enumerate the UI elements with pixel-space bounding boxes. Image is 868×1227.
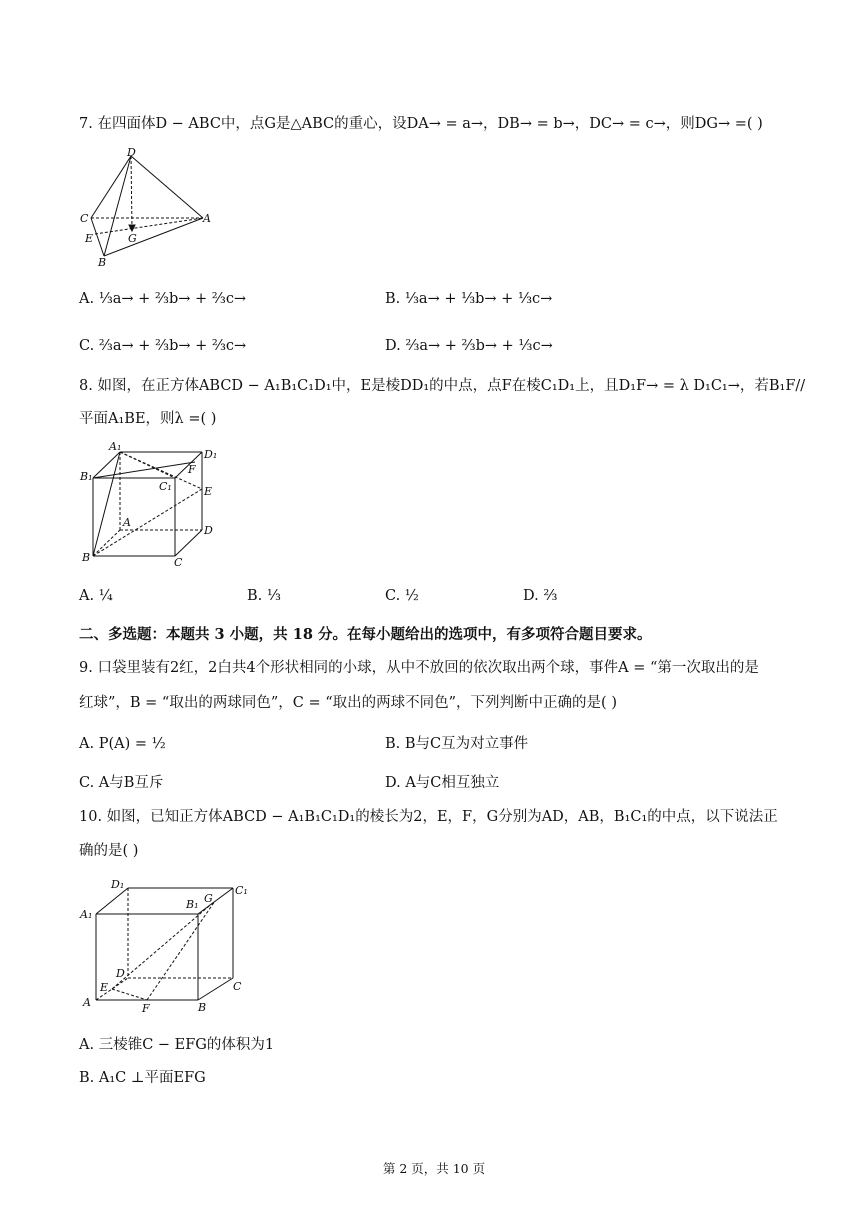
q7-option-d: D. ⅔a→ + ⅔b→ + ⅓c→ (385, 338, 553, 354)
q10-label-E: E (100, 981, 109, 994)
q10-label-B: B (198, 1001, 207, 1014)
section2-heading: 二、多选题：本题共 3 小题，共 18 分。在每小题给出的选项中，有多项符合题目要求。 (79, 626, 652, 643)
q10-stem-line2: 确的是( ) (79, 843, 139, 859)
q9-stem-line2: 红球”，B = “取出的两球同色”，C = “取出的两球不同色”，下列判断中正确的是( ) (79, 695, 617, 711)
q8-label-D: D (204, 524, 213, 537)
q10-cube-figure (78, 874, 258, 1018)
q8-label-C1: C₁ (159, 480, 172, 493)
q10-label-D1: D₁ (111, 878, 125, 891)
q9-option-a: A. P(A) = ½ (79, 736, 166, 752)
q8-label-D1: D₁ (204, 448, 218, 461)
q8-option-b: B. ⅓ (247, 588, 281, 604)
q10-label-C: C (233, 980, 242, 993)
q10-label-A: A (83, 996, 91, 1009)
q8-cube-figure (78, 440, 223, 574)
q8-label-F: F (188, 463, 196, 476)
q7-label-A: A (203, 212, 211, 225)
q9-option-c: C. A与B互斥 (79, 775, 164, 791)
q8-option-c: C. ½ (385, 588, 419, 604)
q9-option-d: D. A与C相互独立 (385, 775, 500, 791)
q8-label-A1: A₁ (109, 440, 122, 453)
q7-option-c: C. ⅔a→ + ⅔b→ + ⅔c→ (79, 338, 247, 354)
q7-label-D: D (127, 146, 136, 159)
q10-stem-line1: 10. 如图，已知正方体ABCD − A₁B₁C₁D₁的棱长为2，E，F，G分别为AD，AB，B₁C₁的中点，以下说法正 (79, 809, 778, 825)
q8-label-C: C (174, 556, 183, 569)
q7-option-b: B. ⅓a→ + ⅓b→ + ⅓c→ (385, 291, 553, 307)
q8-option-a: A. ¼ (79, 588, 113, 604)
q8-option-d: D. ⅔ (523, 588, 558, 604)
q10-option-a: A. 三棱锥C − EFG的体积为1 (79, 1037, 275, 1053)
q8-stem-line1: 8. 如图，在正方体ABCD − A₁B₁C₁D₁中，E是棱DD₁的中点，点F在棱C₁D₁上，且D₁F→ = λ D₁C₁→，若B₁F// (79, 378, 806, 394)
q7-label-B: B (98, 256, 107, 269)
q10-label-G: G (204, 892, 213, 905)
q7-label-E: E (85, 232, 94, 245)
q8-label-A: A (123, 516, 131, 529)
q9-stem-line1: 9. 口袋里装有2红，2白共4个形状相同的小球，从中不放回的依次取出两个球，事件A = “第一次取出的是 (79, 660, 759, 676)
q7-label-G: G (128, 232, 137, 245)
page-footer: 第 2 页，共 10 页 (382, 1161, 486, 1176)
q7-stem: 7. 在四面体D − ABC中，点G是△ABC的重心，设DA→ = a→，DB→ = b→，DC→ = c→，则DG→ =( ) (79, 116, 763, 132)
q10-label-A1: A₁ (80, 908, 93, 921)
q10-label-D: D (116, 967, 125, 980)
q10-option-b: B. A₁C ⊥平面EFG (79, 1070, 206, 1086)
q10-label-C1: C₁ (235, 884, 248, 897)
q7-tetrahedron-figure (78, 146, 213, 275)
q7-option-a: A. ⅓a→ + ⅔b→ + ⅔c→ (79, 291, 247, 307)
q10-label-B1: B₁ (186, 898, 199, 911)
q8-label-B1: B₁ (80, 470, 93, 483)
q8-label-E: E (204, 485, 213, 498)
q8-stem-line2: 平面A₁BE，则λ =( ) (79, 411, 217, 427)
q9-option-b: B. B与C互为对立事件 (385, 736, 529, 752)
q7-label-C: C (80, 212, 89, 225)
q10-label-F: F (142, 1002, 150, 1014)
q8-label-B: B (82, 551, 91, 564)
